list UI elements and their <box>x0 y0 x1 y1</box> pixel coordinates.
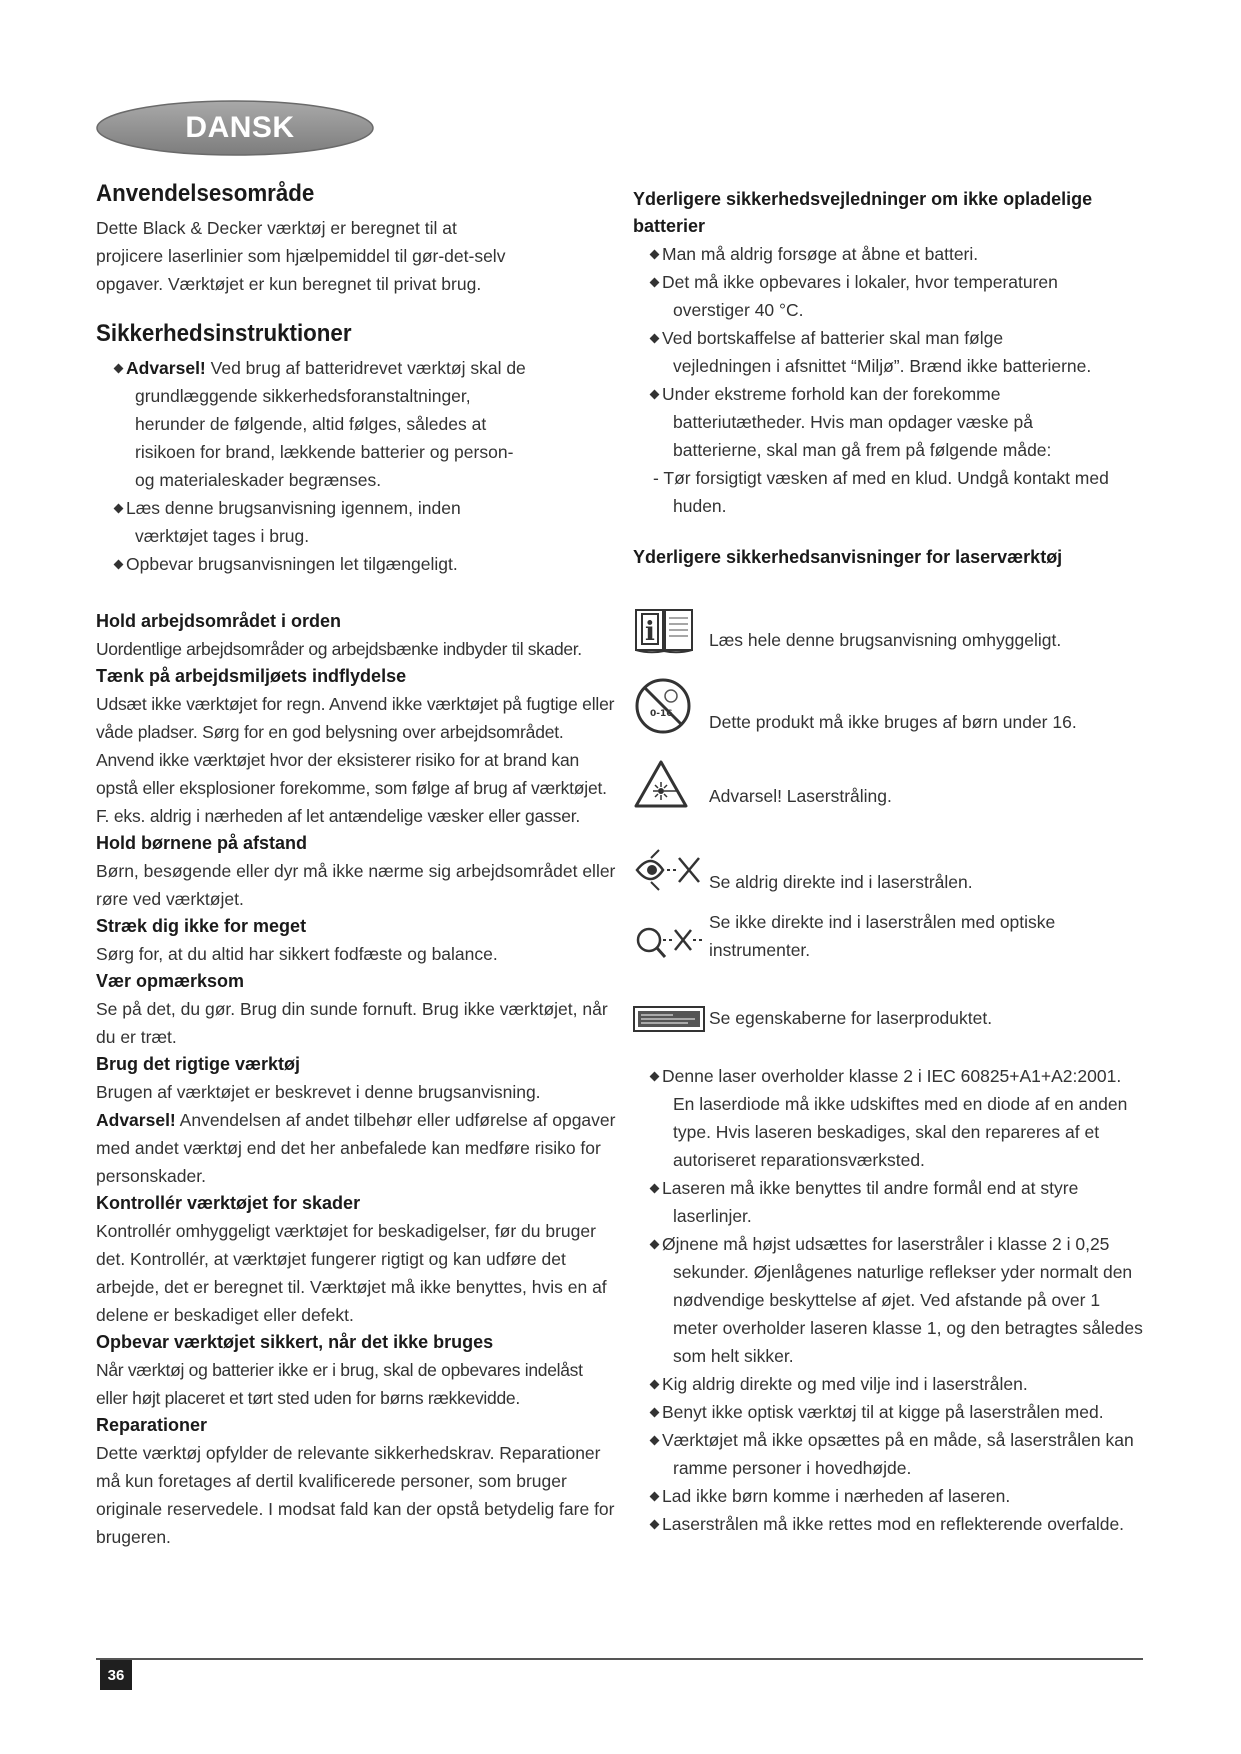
bullet-diamond-icon <box>650 334 660 344</box>
right-column <box>633 186 1153 571</box>
section-heading: Reparationer <box>96 1415 208 1435</box>
icon-row-manual <box>633 604 1061 654</box>
icon-text: Se aldrig direkte ind i laserstrålen. <box>709 872 973 892</box>
section-text: Kontrollér omhyggeligt værktøjet for beskadigelser, før du bruger det. Kontrollér, at værktøjet fungerer rigtigt og kan udføre det arbejde, det er beregnet til. Værktøjet må ikke benyttes, hvis en af delene er beskadiget eller defekt. <box>96 1221 607 1325</box>
section-heading: Brug det rigtige værktøj <box>96 1054 301 1074</box>
battery-heading: Yderligere sikkerhedsvejledninger om ikke opladelige batterier <box>633 189 1093 236</box>
bullet-diamond-icon <box>650 1520 660 1530</box>
section-text: Dette værktøj opfylder de relevante sikkerhedskrav. Reparationer må kun foretages af dertil kvalificerede personer, som bruger originale reservedele. I modsat fald kan der opstå betydelig fare for brugeren. <box>96 1443 615 1547</box>
list-item: Lad ikke børn komme i nærheden af laseren. <box>633 1482 1143 1510</box>
left-column <box>96 180 616 1551</box>
no-children-icon <box>633 676 693 736</box>
list-item: Under ekstreme forhold kan der forekomme batteriutætheder. Hvis man opdager væske på batterierne, skal man gå frem på følgende måde: <box>633 380 1103 464</box>
list-item: Øjnene må højst udsættes for laserstråler i klasse 2 i 0,25 sekunder. Øjenlågenes naturlige reflekser yder normalt den nødvendige beskyttelse af øjet. Ved afstande på over 1 meter overholder laseren klasse 1, og den betragtes således som helt sikker. <box>633 1230 1143 1370</box>
icon-text: Dette produkt må ikke bruges af børn under 16. <box>709 712 1077 732</box>
laser-bullets <box>633 1062 1143 1538</box>
page-number: 36 <box>100 1660 132 1690</box>
battery-bullets <box>633 240 1103 464</box>
footer-rule <box>96 1658 1143 1660</box>
list-item: Værktøjet må ikke opsættes på en måde, så laserstrålen kan ramme personer i hovedhøjde. <box>633 1426 1143 1482</box>
section-text: Brugen af værktøjet er beskrevet i denne brugsanvisning. Advarsel! Anvendelsen af andet tilbehør eller udførelse af opgaver med andet værktøj end det her anbefalede kan medføre risiko for personskader. <box>96 1082 616 1186</box>
laser-label-icon <box>633 1006 705 1032</box>
icon-text: Advarsel! Laserstråling. <box>709 786 892 806</box>
badge-label: DANSK <box>185 111 295 144</box>
section-heading: Vær opmærksom <box>96 971 245 991</box>
bullet-diamond-icon <box>114 364 124 374</box>
bullet-diamond-icon <box>650 1436 660 1446</box>
icon-text: Læs hele denne brugsanvisning omhyggeligt. <box>709 630 1062 650</box>
general-sections <box>96 608 616 1551</box>
list-item: Man må aldrig forsøge at åbne et batteri. <box>633 240 1103 268</box>
bullet-diamond-icon <box>650 1492 660 1502</box>
section-text: Udsæt ikke værktøjet for regn. Anvend ikke værktøjet på fugtige eller våde pladser. Sørg for en god belysning over arbejdsområdet. Anvend ikke værktøjet hvor der eksisterer risiko for at brand kan opstå eller eksplosioner forekomme, som følge af brug af værktøjet. F. eks. aldrig i nærheden af let antændelige væsker eller gasser. <box>96 694 615 826</box>
section-text: Når værktøj og batterier ikke er i brug, skal de opbevares indelåst eller højt placeret et tørt sted uden for børns rækkevidde. <box>96 1360 583 1408</box>
laser-heading: Yderligere sikkerhedsanvisninger for laserværktøj <box>633 547 1063 567</box>
section-text: Uordentlige arbejdsområder og arbejdsbænke indbyder til skader. <box>96 639 582 659</box>
icon-row-children <box>633 676 1077 736</box>
usage-title: Anvendelsesområde <box>96 180 315 207</box>
manual-info-icon <box>633 604 695 654</box>
section-text: Børn, besøgende eller dyr må ikke nærme sig arbejdsområdet eller røre ved værktøjet. <box>96 861 616 909</box>
magnifier-laser-icon <box>633 924 705 964</box>
no-children-label: 0-16 <box>650 709 673 719</box>
list-item: Advarsel! Ved brug af batteridrevet værktøj skal de grundlæggende sikkerhedsforanstaltninger, herunder de følgende, altid følges, således at risikoen for brand, lækkende batterier og person- og materialeskader begrænses. <box>96 354 526 494</box>
svg-text:i: i <box>645 617 655 647</box>
list-item: Benyt ikke optisk værktøj til at kigge på laserstrålen med. <box>633 1398 1143 1426</box>
icon-text: Se egenskaberne for laserproduktet. <box>709 1008 993 1028</box>
laser-warning-icon <box>633 758 689 810</box>
eye-laser-icon <box>633 844 701 896</box>
bullet-diamond-icon <box>650 278 660 288</box>
icon-row-eye <box>633 844 973 896</box>
icon-row-magnifier <box>633 908 1109 964</box>
safety-title: Sikkerhedsinstruktioner <box>96 320 352 347</box>
section-heading: Kontrollér værktøjet for skader <box>96 1193 361 1213</box>
list-item: Opbevar brugsanvisningen let tilgængeligt. <box>96 550 526 578</box>
icon-text: Se ikke direkte ind i laserstrålen med optiske instrumenter. <box>709 912 1056 960</box>
section-heading: Opbevar værktøjet sikkert, når det ikke bruges <box>96 1332 494 1352</box>
bullet-diamond-icon <box>650 1240 660 1250</box>
laser-bullets-block <box>633 1062 1143 1538</box>
icon-row-label <box>633 1004 992 1032</box>
bullet-diamond-icon <box>650 1184 660 1194</box>
list-item: Denne laser overholder klasse 2 i IEC 60825+A1+A2:2001. En laserdiode må ikke udskiftes med en diode af en anden type. Hvis laseren beskadiges, skal den repareres af et autoriseret reparationsværksted. <box>633 1062 1143 1174</box>
list-item: Læs denne brugsanvisning igennem, inden værktøjet tages i brug. <box>96 494 526 550</box>
bullet-diamond-icon <box>650 1380 660 1390</box>
bullet-diamond-icon <box>650 390 660 400</box>
bullet-diamond-icon <box>114 560 124 570</box>
list-item: Laseren må ikke benyttes til andre formål end at styre laserlinjer. <box>633 1174 1143 1230</box>
bullet-diamond-icon <box>650 250 660 260</box>
battery-dash-item: - Tør forsigtigt væsken af med en klud. Undgå kontakt med huden. <box>653 468 1109 516</box>
section-heading: Stræk dig ikke for meget <box>96 916 307 936</box>
list-item: Kig aldrig direkte og med vilje ind i laserstrålen. <box>633 1370 1143 1398</box>
usage-text: Dette Black & Decker værktøj er beregnet til at projicere laserlinier som hjælpemiddel til gør-det-selv opgaver. Værktøjet er kun beregnet til privat brug. <box>96 218 506 294</box>
section-text: Sørg for, at du altid har sikkert fodfæste og balance. <box>96 944 498 964</box>
bullet-diamond-icon <box>650 1408 660 1418</box>
list-item: Ved bortskaffelse af batterier skal man følge vejledningen i afsnittet “Miljø”. Brænd ikke batterierne. <box>633 324 1103 380</box>
list-item: Laserstrålen må ikke rettes mod en reflekterende overfalde. <box>633 1510 1143 1538</box>
bullet-diamond-icon <box>650 1072 660 1082</box>
list-item: Det må ikke opbevares i lokaler, hvor temperaturen overstiger 40 °C. <box>633 268 1103 324</box>
section-text: Se på det, du gør. Brug din sunde fornuft. Brug ikke værktøjet, når du er træt. <box>96 999 608 1047</box>
bullet-diamond-icon <box>114 504 124 514</box>
section-heading: Hold børnene på afstand <box>96 833 308 853</box>
section-heading: Hold arbejdsområdet i orden <box>96 611 342 631</box>
safety-bullets <box>96 354 526 578</box>
language-badge <box>95 99 375 157</box>
section-heading: Tænk på arbejdsmiljøets indflydelse <box>96 666 407 686</box>
icon-row-laser-warning <box>633 758 892 810</box>
